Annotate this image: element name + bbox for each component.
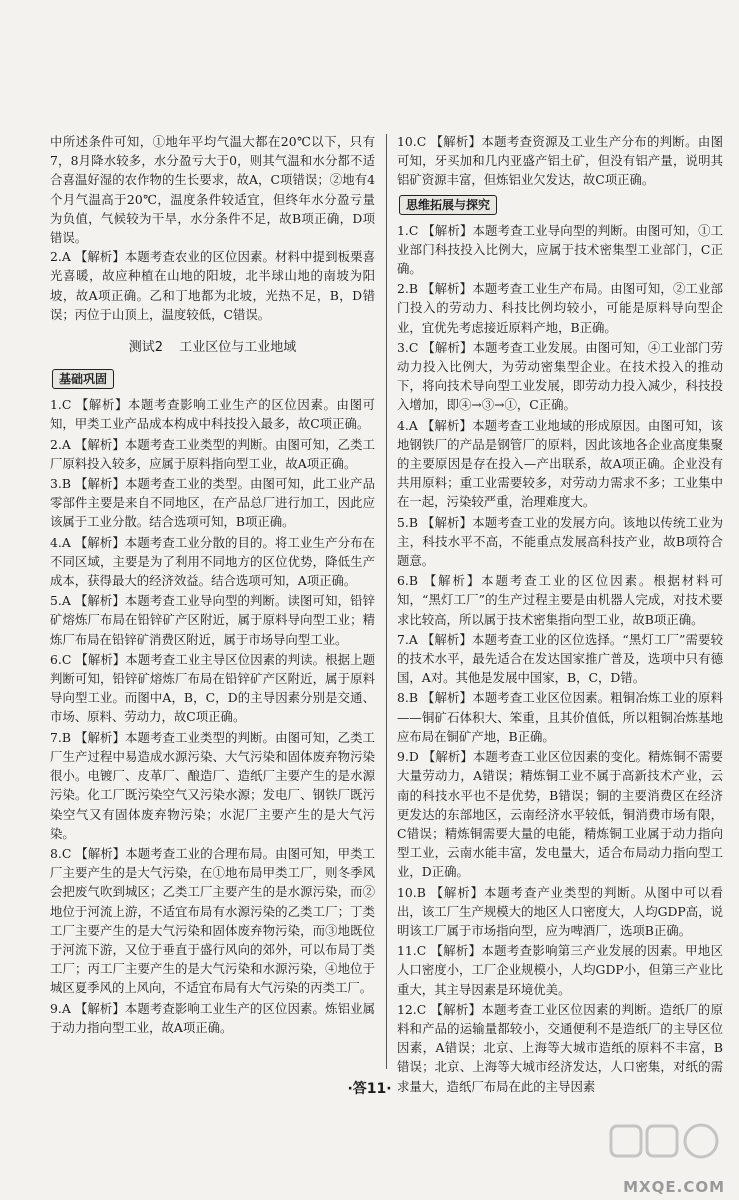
test-title	[50, 338, 375, 357]
answer-entry: 1.C 【解析】本题考查工业导向型的判断。由图可知，①工业部门科技投入比例大，应属于技术密集型工业部门，C正确。	[397, 222, 723, 277]
test-name: 工业区位与工业地域	[179, 340, 297, 356]
test-number: 测试2	[128, 340, 164, 356]
answer-entry: 7.B 【解析】本题考查工业类型的判断。由图可知，乙类工厂生产过程中易造成水源污染、大气污染和固体废弃物污染很小。电镀厂、皮革厂、酿造厂、造纸厂主要产生的是水源污染。化工厂既污染空气又污染水源；发电厂、钢铁厂既污染空气又有固体废弃物污染；水泥厂主要产生的是大气污染。	[50, 729, 375, 841]
answer-entry: 6.C 【解析】本题考查工业主导区位因素的判读。根据上题判断可知，铅锌矿熔炼厂布局在铅锌矿产区附近，属于原料导向型工业。而图中A，B，C，D的主导因素分别是交通、市场、原料、劳动力，故C项正确。	[50, 651, 375, 725]
answer-entry: 6.B 【解析】本题考查工业的区位因素。根据材料可知，“黑灯工厂”的生产过程主要是由机器人完成，对技术要求比较高，所以属于技术密集指向型工业，故B项正确。	[397, 573, 723, 627]
answer-entry: 5.B 【解析】本题考查工业的发展方向。该地以传统工业为主，科技水平不高，不能重点发展高科技产业，故B项符合题意。	[397, 514, 723, 569]
extend-answer-list	[397, 221, 723, 1096]
answer-entry: 10.B 【解析】本题考查产业类型的判断。从图中可以看出，该工厂生产规模大的地区人口密度大，人均GDP高，说明该工厂属于市场指向型，应为啤酒厂，选项B正确。	[397, 884, 723, 938]
answer-entry: 1.C 【解析】本题考查影响工业生产的区位因素。由图可知，甲类工业产品成本构成中科技投入最多，故C项正确。	[50, 397, 375, 432]
left-column	[50, 132, 375, 1038]
answer-entry: 2.B 【解析】本题考查工业生产布局。由图可知，②工业部门投入的劳动力、科技比例均较小，可能是原料导向型企业，宜优先考虑接近原料产地，B正确。	[397, 281, 723, 335]
answer-entry-2: 2.A 【解析】本题考查农业的区位因素。材料中提到板栗喜光喜暖，故应种植在山地的阳坡，北半球山地的南坡为阳坡，故A项正确。乙和丁地都为北坡，光热不足，B，D错误；丙位于山顶上，温度较低，C错误。	[50, 249, 375, 322]
watermark-logo-icon	[609, 1122, 727, 1182]
right-column	[397, 132, 723, 1097]
column-divider	[386, 134, 387, 1069]
answer-entry: 8.C 【解析】本题考查工业的合理布局。由图可知，甲类工厂主要产生的是大气污染，在①地布局甲类工厂，则冬季风会把废气吹到城区；乙类工厂主要产生的是水源污染，而②地位于河流上游，不适宜布局有水源污染的乙类工厂；丁类工厂主要产生的是大气污染和固体废弃物污染，而③地既位于河流下游，又位于垂直于盛行风向的郊外，可以布局丁类工厂；丙工厂主要产生的是大气污染和水源污染，④地位于城区夏季风的上风向，不适宜布局有大气污染的丙类工厂。	[50, 845, 375, 996]
answer-entry: 7.A 【解析】本题考查工业的区位选择。“黑灯工厂”需要较的技术水平，最先适合在发达国家推广普及，选项中只有德国，A对。其他是发展中国家，B，C，D错。	[397, 631, 723, 686]
answer-entry: 4.A 【解析】本题考查工业地域的形成原因。由图可知，该地钢铁厂的产品是钢管厂的原料，因此该地各企业高度集聚的主要原因是存在投入—产出联系，故A项正确。企业没有共用原料；重工业需要较多，对劳动力需求不多；工业集中在一起，污染较严重，治理难度大。	[397, 417, 723, 510]
section-label-basic: 基础巩固	[52, 369, 114, 389]
answer-entry: 3.C 【解析】本题考查工业发展。由图可知，④工业部门劳动力投入比例大，为劳动密集型企业。在技术投入的推动下，将向技术导向型工业发展，即劳动力投入减少，科技投入增加，即④→③→①，C正确。	[397, 339, 723, 413]
section-label-extend: 思维拓展与探究	[399, 195, 497, 215]
left-intro-paragraph: 中所述条件可知，①地年平均气温大都在20℃以下，只有7，8月降水较多，水分盈亏大于0，则其气温和水分都不适合喜温好湿的农作物的生长要求，故A，C项错误；②地有4个月气温高于20℃，温度条件较适宜，但终年水分盈亏量为负值，气候较为干旱，水分条件不足，故B项正确，D项错误。	[50, 134, 375, 246]
answer-entry: 11.C 【解析】本题考查影响第三产业发展的因素。甲地区人口密度小，工厂企业规模小，人均GDP小，但第三产业比重大，其主导因素是环境优美。	[397, 943, 723, 997]
answer-entry: 9.A 【解析】本题考查影响工业生产的区位因素。炼铝业属于动力指向型工业，故A项正确。	[50, 1000, 375, 1035]
answer-entry: 8.B 【解析】本题考查工业区位因素。粗铜冶炼工业的原料——铜矿石体积大、笨重，且其价值低，所以粗铜冶炼基地应布局在铜矿产地，B正确。	[397, 690, 723, 744]
answer-entry: 2.A 【解析】本题考查工业类型的判断。由图可知，乙类工厂原料投入较多，应属于原料指向型工业，故A项正确。	[50, 436, 375, 471]
answer-entry: 9.D 【解析】本题考查工业区位因素的变化。精炼铜不需要大量劳动力，A错误；精炼铜工业不属于高新技术产业，云南的科技水平也不是优势，B错误；铜的主要消费区在经济更发达的东部地区，云南经济水平较低，铜消费市场有限，C错误；精炼铜需要大量的电能，精炼铜工业属于动力指向型工业，云南水能丰富，发电量大，适合布局动力指向型工业，D正确。	[397, 749, 723, 880]
basic-answer-list	[50, 395, 375, 1037]
answer-entry: 3.B 【解析】本题考查工业的类型。由图可知，此工业产品零部件主要是来自不同地区，在产品总厂进行加工，因此应该属于工业分散。结合选项可知，B项正确。	[50, 476, 375, 530]
answer-entry: 4.A 【解析】本题考查工业分散的目的。将工业生产分布在不同区域，主要是为了利用不同地方的区位优势，降低生产成本，获得最大的经济效益。结合选项可知，A项正确。	[50, 534, 375, 589]
answer-entry: 5.A 【解析】本题考查工业导向型的判断。读图可知，铅锌矿熔炼厂布局在铅锌矿产区附近，属于原料导向型工业；精炼厂布局在铅锌矿消费区附近，属于市场导向型工业。	[50, 593, 375, 647]
page-number: ·答11·	[347, 1081, 392, 1097]
answer-entry: 12.C 【解析】本题考查工业区位因素的判断。造纸厂的原料和产品的运输量都较小，交通便利不是造纸厂的主导区位因素，A错误；北京、上海等大城市造纸的原料不丰富，B错误；北京、上海等大城市经济发达，人口密集，对纸的需求量大，造纸厂布局在此的主导因素	[397, 1001, 723, 1094]
watermark-text: MXQE.COM	[623, 1178, 725, 1196]
answer-entry-10: 10.C 【解析】本题考查资源及工业生产分布的判断。由图可知，牙买加和几内亚盛产铝土矿，但没有铝产量，说明其铝矿资源丰富，但炼铝业欠发达，故C项正确。	[397, 134, 723, 188]
